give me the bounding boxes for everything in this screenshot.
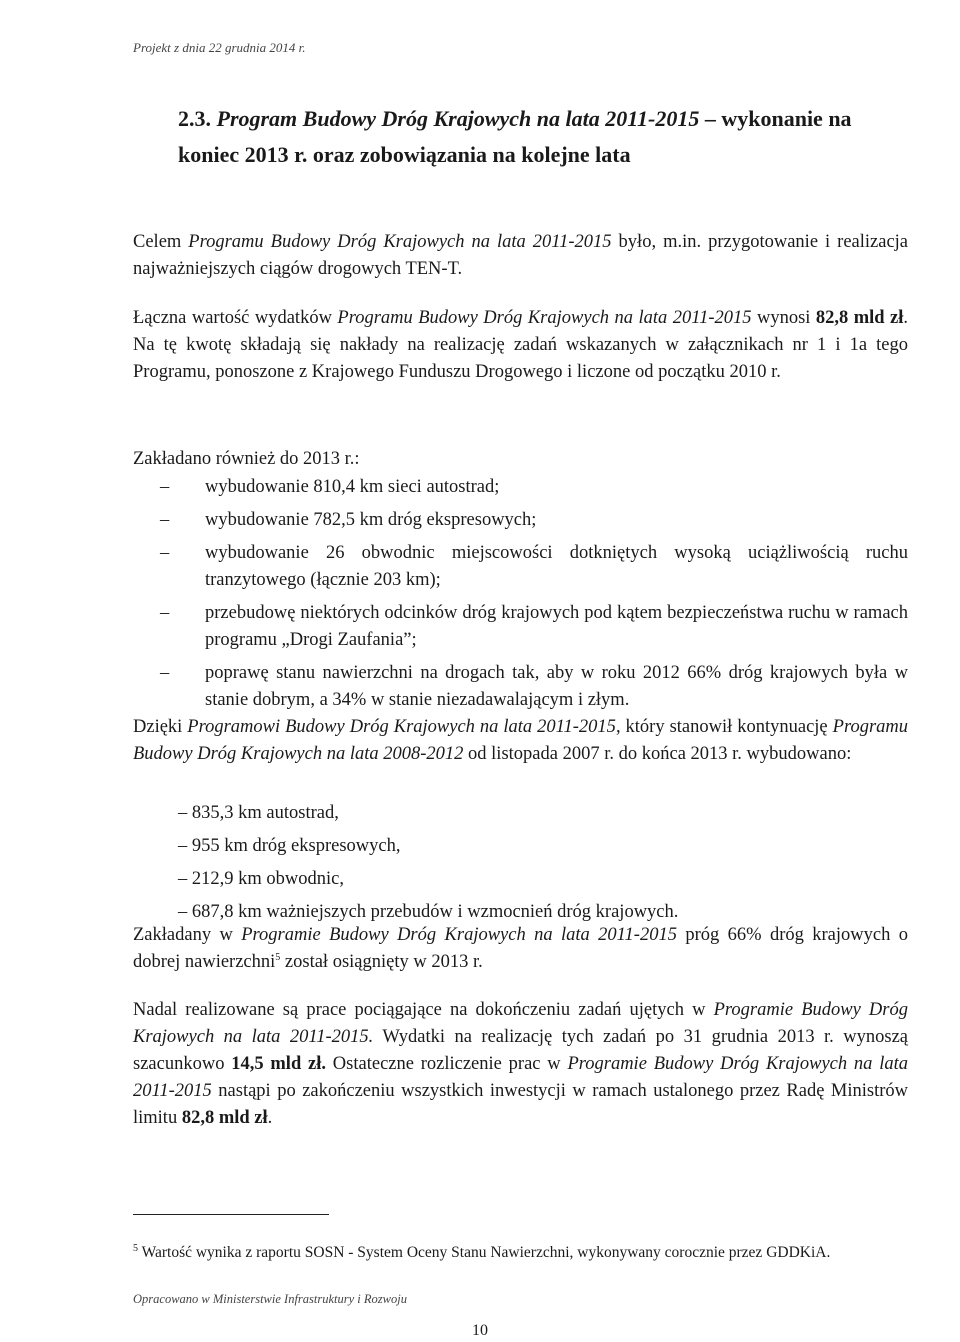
list-item: – 212,9 km obwodnic,	[178, 866, 878, 893]
footnote-number: 5	[133, 1242, 138, 1254]
prepared-by-footer: Opracowano w Ministerstwie Infrastruktury i Rozwoju	[133, 1292, 407, 1306]
paragraph-ongoing-works: Nadal realizowane są prace pociągające na dokończeniu zadań ujętych w Programie Budowy Dróg Krajowych na lata 2011-2015. Wydatki na realizację tych zadań po 31 grudnia 2013 r. wynoszą szacunkowo 14,5 mld zł. Ostateczne rozliczenie prac w Programie Budowy Dróg Krajowych na lata 2011-2015 nastąpi po zakończeniu wszystkich inwestycji w ramach ustalonego przez Radę Ministrów limitu 82,8 mld zł.	[133, 1000, 908, 1128]
section-title	[178, 101, 908, 173]
paragraph-total-value: Łączna wartość wydatków Programu Budowy Dróg Krajowych na lata 2011-2015 wynosi 82,8 mld zł. Na tę kwotę składają się nakłady na realizację zadań wskazanych w załącznikach nr 1 i 1a tego Programu, ponoszone z Krajowego Funduszu Drogowego i liczone od początku 2010 r.	[133, 308, 909, 382]
footnote-divider	[133, 1214, 329, 1215]
list-item: – przebudowę niektórych odcinków dróg krajowych pod kątem bezpieczeństwa ruchu w ramach programu „Drogi Zaufania”;	[160, 600, 908, 654]
list-item: – wybudowanie 782,5 km dróg ekspresowych;	[160, 507, 908, 534]
paragraph-built: Dzięki Programowi Budowy Dróg Krajowych na lata 2011-2015, który stanowił kontynuację Programu Budowy Dróg Krajowych na lata 2008-2012 od listopada 2007 r. do końca 2013 r. wybudowano:	[133, 717, 909, 764]
list-item: – wybudowanie 810,4 km sieci autostrad;	[160, 474, 908, 501]
built-list	[178, 800, 878, 932]
list-item: – 835,3 km autostrad,	[178, 800, 878, 827]
assumptions-list	[160, 474, 908, 720]
paragraph-goal: Celem Programu Budowy Dróg Krajowych na lata 2011-2015 było, m.in. przygotowanie i realizacja najważniejszych ciągów drogowych TEN-T.	[133, 232, 909, 279]
footnote-ref: 5	[275, 951, 281, 963]
section-title-suffix: – wykonanie na koniec 2013 r. oraz zobowiązania na kolejne lata	[178, 106, 852, 167]
section-number: 2.3.	[178, 106, 217, 131]
program-name: Program Budowy Dróg Krajowych na lata 2011-2015	[216, 106, 700, 131]
paragraph-threshold: Zakładany w Programie Budowy Dróg Krajowych na lata 2011-2015 próg 66% dróg krajowych o dobrej nawierzchni$^5$ został osiągnięty w 2013 r.	[133, 925, 908, 972]
footnote: $^5$ Wartość wynika z raportu SOSN - System Oceny Stanu Nawierzchni, wykonywany corocznie przez GDDKiA.	[133, 1242, 831, 1261]
list-item: – 687,8 km ważniejszych przebudów i wzmocnień dróg krajowych.	[178, 899, 878, 926]
draft-date-header: Projekt z dnia 22 grudnia 2014 r.	[133, 40, 306, 55]
list-item: – 955 km dróg ekspresowych,	[178, 833, 878, 860]
list-item: – poprawę stanu nawierzchni na drogach tak, aby w roku 2012 66% dróg krajowych była w stanie dobrym, a 34% w stanie niezadawalającym i złym.	[160, 660, 908, 714]
page-number: 10	[472, 1322, 488, 1339]
list-item: – wybudowanie 26 obwodnic miejscowości dotkniętych wysoką uciążliwością ruchu tranzytowego (łącznie 203 km);	[160, 540, 908, 594]
paragraph-assumptions-intro: Zakładano również do 2013 r.:	[133, 449, 360, 469]
